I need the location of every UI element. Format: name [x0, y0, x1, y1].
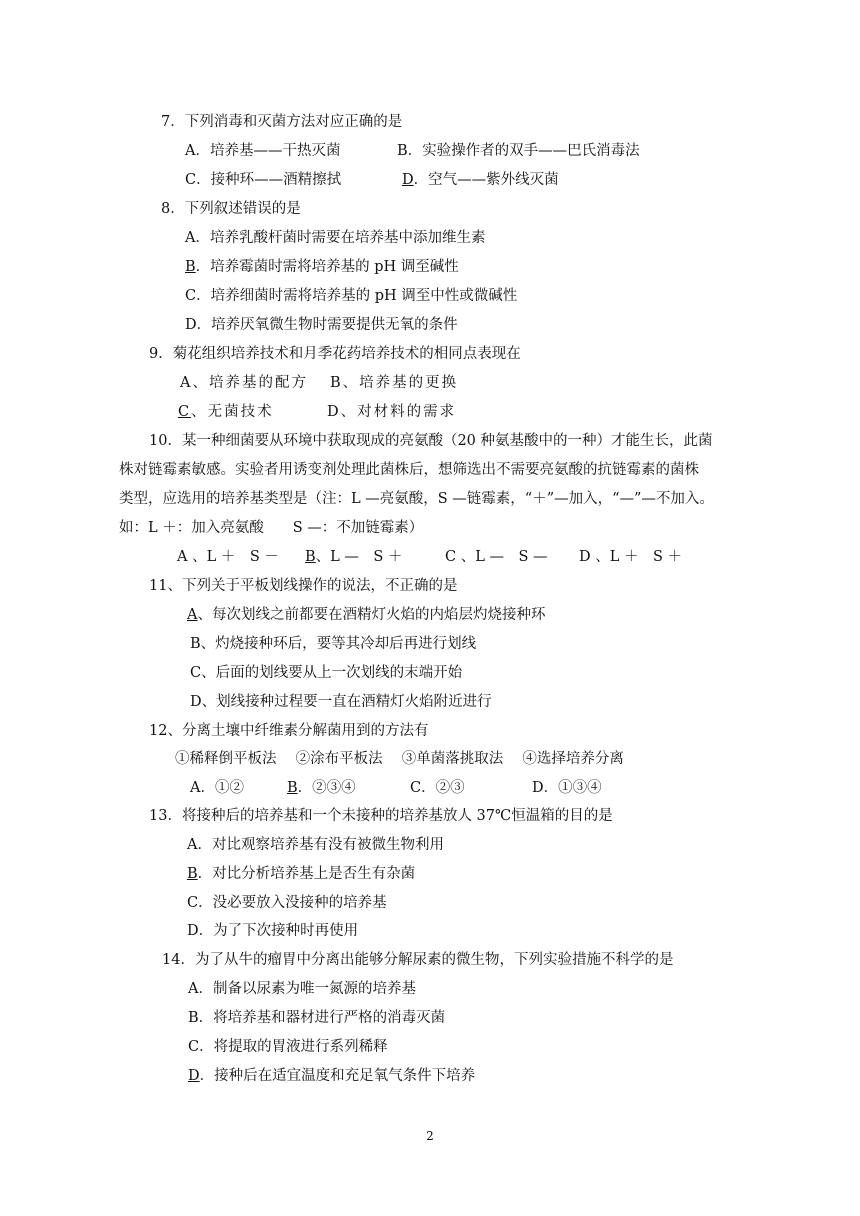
q14-option-d [188, 1066, 475, 1086]
q10-option-d: D 、L ＋ S ＋ [579, 549, 683, 565]
q11-stem: 11、下列关于平板划线操作的说法，不正确的是 [149, 578, 458, 594]
q10-option-b [305, 547, 402, 567]
q14-option-d-text: ．接种后在适宜温度和充足氧气条件下培养 [199, 1068, 476, 1084]
q9-option-b: B、培养基的更换 [330, 375, 459, 391]
q12-option-c: C．②③ [410, 780, 465, 796]
q11-option-d: D、划线接种过程要一直在酒精灯火焰附近进行 [190, 694, 492, 710]
q11-option-a [187, 605, 545, 625]
page-number: 2 [426, 1129, 434, 1143]
q10-stem-line-1: 10．某一种细菌要从环境中获取现成的亮氨酸（20 种氨基酸中的一种）才能生长，此菌 [149, 433, 713, 449]
q12-stem: 12、分离土壤中纤维素分解菌用到的方法有 [149, 723, 429, 739]
q8-option-a: A．培养乳酸杆菌时需要在培养基中添加维生素 [185, 230, 486, 246]
q14-option-c: C．将提取的胃液进行系列稀释 [188, 1039, 388, 1055]
q14-option-b: B．将培养基和器材进行严格的消毒灭菌 [188, 1010, 446, 1026]
q12-option-b [287, 778, 356, 798]
q11-option-a-text: 、每次划线之前都要在酒精灯火焰的内焰层灼烧接种环 [197, 607, 546, 623]
q13-option-a: A．对比观察培养基有没有被微生物利用 [187, 837, 444, 853]
q9-stem: 9．菊花组织培养技术和月季花药培养技术的相同点表现在 [149, 346, 521, 362]
q14-answer-mark: D [188, 1068, 200, 1084]
q7-stem: 7．下列消毒和灭菌方法对应正确的是 [161, 114, 403, 130]
q10-option-b-text: 、L — S ＋ [315, 549, 403, 565]
q7-answer-mark: D [402, 172, 414, 188]
q7-option-b: B．实验操作者的双手——巴氏消毒法 [397, 143, 640, 159]
q10-answer-mark: B [305, 549, 316, 565]
q8-option-b-text: ．培养霉菌时需将培养基的 pH 调至碱性 [195, 259, 459, 275]
q9-option-c-text: 、无菌技术 [191, 404, 274, 420]
q11-option-c: C、后面的划线要从上一次划线的末端开始 [190, 665, 463, 681]
q10-stem-line-4: 如：L ＋：加入亮氨酸 S —：不加链霉素） [119, 520, 424, 536]
q12-option-a: A．①② [190, 780, 244, 796]
q14-option-a: A．制备以尿素为唯一氮源的培养基 [188, 981, 416, 997]
q10-stem-line-2: 株对链霉素敏感。实验者用诱变剂处理此菌株后，想筛选出不需要亮氨酸的抗链霉素的菌株 [119, 462, 699, 478]
q10-option-a: A 、L ＋ S － [177, 549, 279, 565]
q7-option-c: C．接种环——酒精擦拭 [185, 172, 342, 188]
q8-answer-mark: B [185, 259, 196, 275]
q13-option-c: C．没必要放入没接种的培养基 [187, 895, 387, 911]
q12-answer-mark: B [287, 780, 298, 796]
q13-option-d: D．为了下次接种时再使用 [187, 923, 359, 939]
q12-option-b-text: ．②③④ [297, 780, 356, 796]
q10-stem-line-3: 类型，应选用的培养基类型是（注：L —亮氨酸，S —链霉素，“＋”—加入，“—”—不加入。 [119, 491, 714, 507]
q9-option-c [178, 402, 274, 422]
q7-option-d-text: ．空气——紫外线灭菌 [413, 172, 559, 188]
q11-option-b: B、灼烧接种环后，要等其冷却后再进行划线 [190, 636, 477, 652]
q11-answer-mark: A [187, 607, 198, 623]
q8-stem: 8．下列叙述错误的是 [161, 201, 301, 217]
q9-option-a: A、培养基的配方 [180, 375, 308, 391]
q13-option-b-text: ．对比分析培养基上是否生有杂菌 [197, 866, 416, 882]
q7-option-a: A．培养基——干热灭菌 [185, 143, 341, 159]
q12-method-list: ①稀释倒平板法 ②涂布平板法 ③单菌落挑取法 ④选择培养分离 [175, 751, 624, 767]
q9-answer-mark: C [178, 404, 192, 420]
q10-option-c: C 、L — S — [445, 549, 548, 565]
q8-option-c: C．培养细菌时需将培养基的 pH 调至中性或微碱性 [185, 288, 518, 304]
q8-option-d: D．培养厌氧微生物时需要提供无氧的条件 [185, 317, 458, 333]
q8-option-b [185, 257, 459, 277]
q13-option-b [187, 864, 415, 884]
q13-answer-mark: B [187, 866, 198, 882]
q14-stem: 14．为了从牛的瘤胃中分离出能够分解尿素的微生物，下列实验措施不科学的是 [162, 952, 674, 968]
q9-option-d: D、对材料的需求 [327, 404, 457, 420]
q12-option-d: D．①③④ [532, 780, 602, 796]
q7-option-d [402, 170, 559, 190]
q13-stem: 13．将接种后的培养基和一个未接种的培养基放人 37℃恒温箱的目的是 [149, 808, 613, 824]
